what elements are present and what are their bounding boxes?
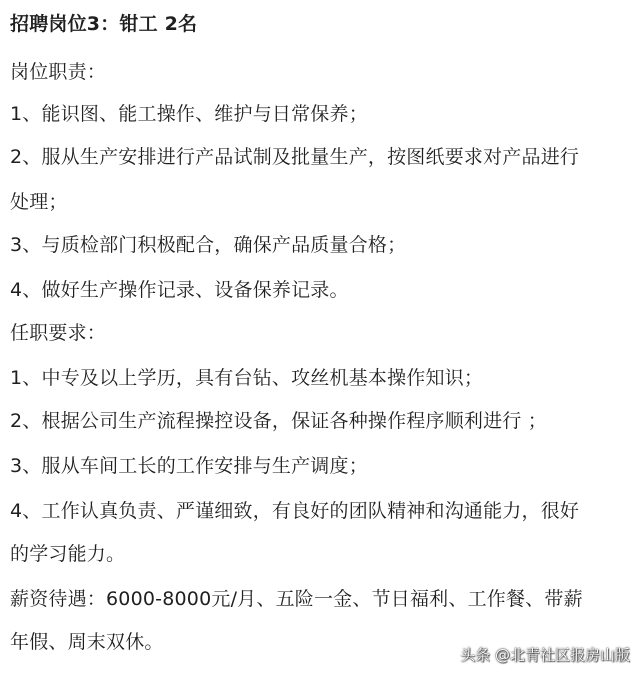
salary-line-1: 薪资待遇：6000-8000元/月、五险一金、节日福利、工作餐、带薪 xyxy=(10,588,583,610)
requirement-item-4: 4、工作认真负责、严谨细致，有良好的团队精神和沟通能力，很好 xyxy=(10,500,580,522)
duty-item-3: 3、与质检部门积极配合，确保产品质量合格； xyxy=(10,234,407,256)
source-watermark: 头条 @北青社区报房山版 xyxy=(460,646,630,664)
requirement-item-1: 1、中专及以上学历，具有台钻、攻丝机基本操作知识； xyxy=(10,367,484,389)
requirement-item-4-continued: 的学习能力。 xyxy=(10,543,126,565)
posting-title: 招聘岗位3：钳工 2名 xyxy=(10,13,198,35)
duty-item-4: 4、做好生产操作记录、设备保养记录。 xyxy=(10,279,349,301)
duty-item-2: 2、服从生产安排进行产品试制及批量生产，按图纸要求对产品进行 xyxy=(10,146,580,168)
salary-line-2: 年假、周末双休。 xyxy=(10,631,164,653)
duties-heading: 岗位职责： xyxy=(10,61,107,83)
duty-item-2-continued: 处理； xyxy=(10,191,68,213)
requirements-heading: 任职要求： xyxy=(10,322,107,344)
requirement-item-3: 3、服从车间工长的工作安排与生产调度； xyxy=(10,455,368,477)
requirement-item-2: 2、根据公司生产流程操控设备，保证各种操作程序顺利进行 ； xyxy=(10,410,547,432)
duty-item-1: 1、能识图、能工操作、维护与日常保养； xyxy=(10,103,368,125)
